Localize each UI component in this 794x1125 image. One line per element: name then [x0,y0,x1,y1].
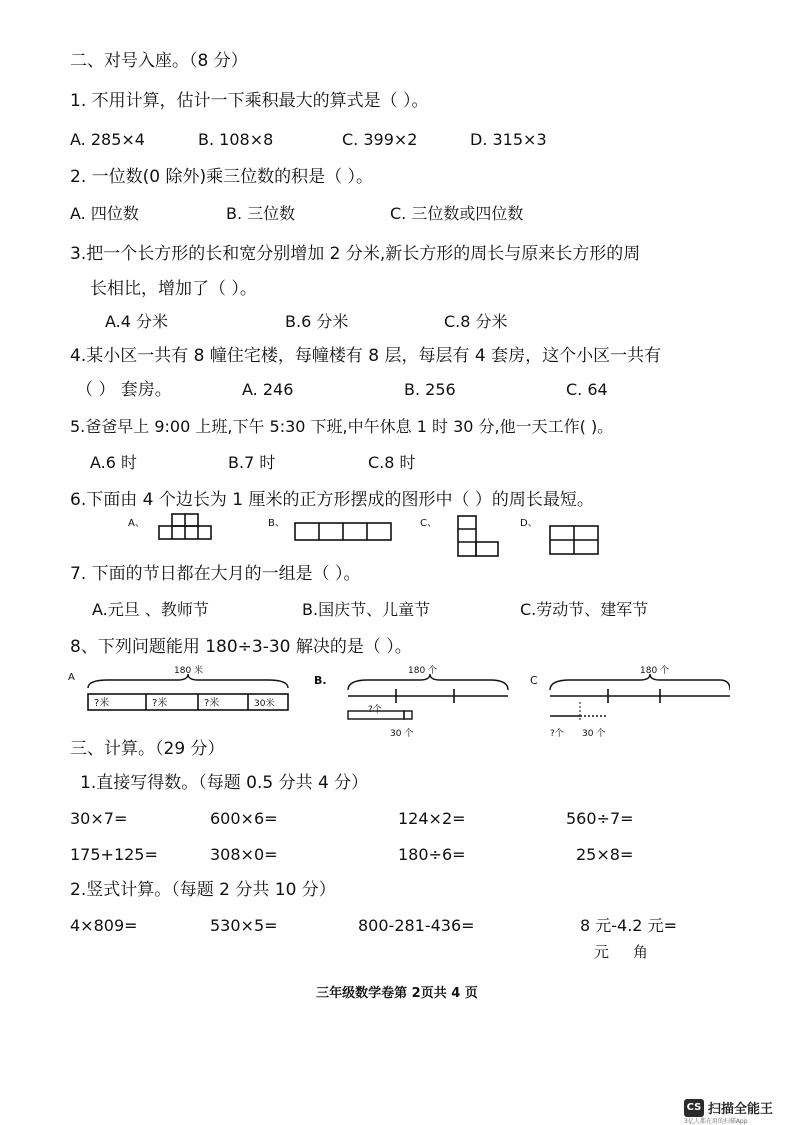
q8-figure-b [314,664,508,739]
page-footer: 三年级数学卷第 2页共 4 页 [316,986,478,1001]
q7-option-a: A.元旦 、教师节 [92,600,209,619]
q3-line2: 长相比，增加了（ ）。 [90,279,257,299]
q8-text: 8、下列问题能用 180÷3-30 解决的是（ ）。 [70,637,412,657]
q5-option-c: C.8 时 [368,453,416,472]
q8-c-diff: 30 个 [582,729,606,739]
q3-option-b: B.6 分米 [285,312,349,331]
q8-a-cell-3: ?米 [204,698,220,709]
q1-option-a: A. 285×4 [70,130,145,149]
calc-2-1: 175+125= [70,845,158,864]
q4-line1: 4.某小区一共有 8 幢住宅楼，每幢楼有 8 层，每层有 4 套房，这个小区一共有 [70,346,662,366]
q6-label-b: B、 [268,518,285,529]
q4-option-b: B. 256 [404,380,456,399]
q4-option-c: C. 64 [566,380,608,399]
q4-blank: （ ） 套房。 [76,380,172,400]
q8-a-total: 180 米 [174,666,204,676]
calc-2-3: 180÷6= [398,845,466,864]
calc-1-3: 124×2= [398,809,466,828]
q2-text: 2. 一位数(0 除外)乘三位数的积是（ ）。 [70,167,374,187]
q8-label-a: A [68,672,75,683]
q6-label-a: A、 [128,518,145,529]
q8-a-cell-4: 30米 [254,699,275,709]
calc-1-2: 600×6= [210,809,278,828]
q7-text: 7. 下面的节日都在大月的一组是（ ）。 [70,564,361,584]
q1-option-d: D. 315×3 [470,130,547,149]
calc-2-2: 308×0= [210,845,278,864]
q8-b-q: ?个 [368,705,382,715]
section-3-part1-title: 1.直接写得数。（每题 0.5 分共 4 分） [80,773,369,793]
q8-c-q: ?个 [550,729,564,739]
q8-figures [60,662,730,742]
q6-figure-c [420,516,498,556]
q8-a-cell-2: ?米 [152,698,168,709]
q3-line1: 3.把一个长方形的长和宽分别增加 2 分米,新长方形的周长与原来长方形的周 [70,244,641,264]
calc-1-4: 560÷7= [566,809,634,828]
q8-label-c: C [530,674,538,687]
q1-option-c: C. 399×2 [342,130,418,149]
section-3-part2-title: 2.竖式计算。（每题 2 分共 10 分） [70,880,336,900]
q2-option-b: B. 三位数 [226,204,296,223]
q8-figure-a [68,664,288,710]
q3-option-a: A.4 分米 [105,312,169,331]
q6-figure-b [268,518,391,540]
q7-option-c: C.劳动节、建军节 [520,600,649,619]
q8-c-total: 180 个 [640,666,670,676]
q1-option-b: B. 108×8 [198,130,274,149]
vertical-calc-3: 800-281-436= [358,916,475,935]
q6-figures [128,512,618,558]
q8-b-total: 180 个 [408,666,438,676]
q5-option-b: B.7 时 [228,453,276,472]
vertical-calc-4: 8 元-4.2 元= [580,916,677,935]
q5-option-a: A.6 时 [90,453,138,472]
camscanner-tagline: 3亿人都在用的扫描App [684,1118,748,1125]
calc-2-4: 25×8= [576,845,634,864]
q6-label-c: C、 [420,518,437,529]
vertical-calc-1: 4×809= [70,916,138,935]
vertical-calc-2: 530×5= [210,916,278,935]
q6-figure-d [520,518,598,554]
q6-label-d: D、 [520,518,538,529]
q8-b-diff: 30 个 [390,729,414,739]
q5-text: 5.爸爸早上 9:00 上班,下午 5:30 下班,中午休息 1 时 30 分,他一天工作( )。 [70,417,614,436]
q2-option-a: A. 四位数 [70,204,139,223]
calc-1-1: 30×7= [70,809,128,828]
q4-option-a: A. 246 [242,380,294,399]
vertical-calc-4-units: 元 角 [594,943,648,961]
q8-a-cell-1: ?米 [94,698,110,709]
camscanner-logo [684,1098,773,1117]
q2-option-c: C. 三位数或四位数 [390,204,524,223]
q6-figure-a [128,514,211,539]
q6-text: 6.下面由 4 个边长为 1 厘米的正方形摆成的图形中（ ）的周长最短。 [70,490,594,510]
section-2-title: 二、对号入座。（8 分） [70,51,248,71]
q7-option-b: B.国庆节、儿童节 [302,600,431,619]
q8-figure-c [530,664,730,739]
q3-option-c: C.8 分米 [444,312,508,331]
camscanner-icon: CS [684,1099,704,1117]
section-3-title: 三、计算。（29 分） [70,739,225,759]
camscanner-name: 扫描全能王 [708,1102,774,1117]
q1-text: 1. 不用计算，估计一下乘积最大的算式是（ ）。 [70,91,429,111]
q8-label-b: B. [314,674,327,687]
